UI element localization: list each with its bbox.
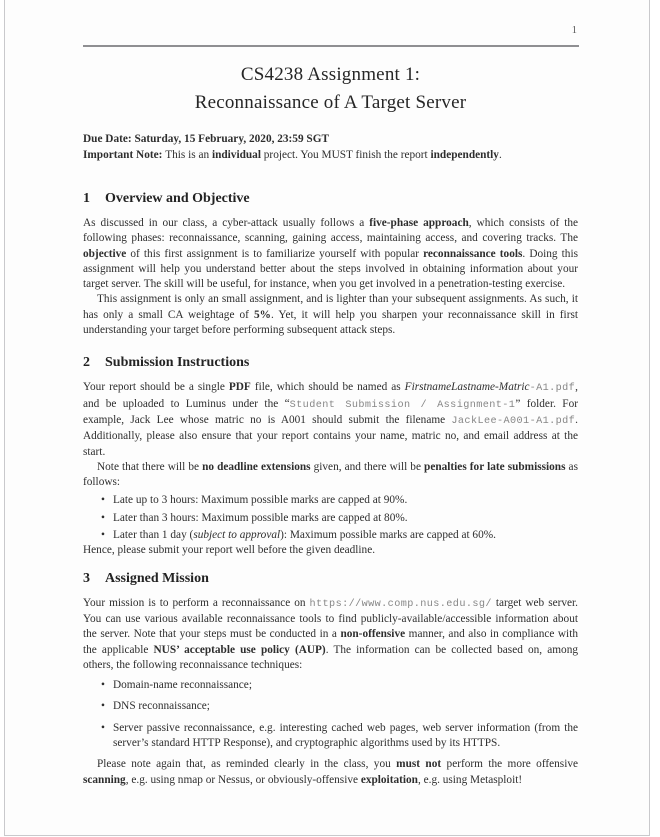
due-date-line: Due Date: Saturday, 15 February, 2020, 23:59 SGT (83, 133, 330, 145)
list-item: • Server passive reconnaissance, e.g. interesting cached web pages, web server information (from the server’s standard HTTP Response), and cryptographic algorithms used by its HTTPS. (83, 721, 578, 752)
section-2-paragraph-2: Note that there will be no deadline extensions given, and there will be penalties for late submissions as follows: (83, 460, 578, 489)
page-number: 1 (571, 25, 577, 36)
list-item: • Late up to 3 hours: Maximum possible marks are capped at 90%. (83, 493, 578, 508)
header-rule (83, 45, 579, 47)
section-2-heading (83, 354, 578, 371)
section-1-heading (83, 190, 578, 207)
section-2-title: Submission Instructions (105, 355, 250, 371)
section-1-paragraph-2: This assignment is only an small assignment, and is lighter than your subsequent assignments. As such, it has only a small CA weightage of 5%. Yet, it will help you sharpen your reconnaissance skill in first understanding your target before performing subsequent attack steps. (83, 293, 578, 337)
section-1-number: 1 (83, 191, 90, 206)
document-title-line1: CS4238 Assignment 1: (240, 64, 421, 85)
document-title (83, 61, 578, 117)
document-title-line2: Reconnaissance of A Target Server (194, 92, 467, 113)
important-note-line: Important Note: This is an individual project. You MUST finish the report independently. (83, 148, 502, 161)
list-item: • Later than 3 hours: Maximum possible marks are capped at 80%. (83, 511, 578, 526)
section-3-paragraph-2: Please note again that, as reminded clearly in the class, you must not perform the more offensive scanning, e.g. using nmap or Nessus, or obviously-offensive exploitation, e.g. using Metasploit! (83, 758, 579, 786)
page-content (5, 0, 649, 788)
section-1-paragraph-1: As discussed in our class, a cyber-attack usually follows a five-phase approach, which consists of the following phases: reconnaissance, scanning, gaining access, maintaining access, and covering tracks. The objective of this first assignment is to familiarize yourself with popular reconnaissance tools. Doing this assignment will help you understand better about the steps involved in obtaining information about your target server. The skill will be useful, for instance, when you get involved in a penetration-testing exercise. (83, 217, 579, 291)
document-page (4, 0, 650, 836)
recon-techniques-list (83, 678, 578, 751)
section-1-title: Overview and Objective (105, 191, 250, 206)
list-item: • Domain-name reconnaissance; (83, 678, 578, 693)
section-3-paragraph-1: Your mission is to perform a reconnaissance on https://www.comp.nus.edu.sg/ target web server. You can use various available reconnaissance tools to find publicly-available/accessible information about the server. Note that your steps must be conducted in a non-offensive manner, and also in compliance with the applicable NUS’ acceptable use policy (AUP). The information can be collected based on, among others, the following reconnaissance techniques: (83, 596, 579, 671)
section-3-number: 3 (83, 570, 90, 586)
section-3-heading (83, 570, 578, 587)
late-penalty-list (83, 493, 578, 543)
section-2-number: 2 (83, 355, 90, 371)
list-item: • DNS reconnaissance; (83, 699, 578, 714)
section-2-paragraph-1: Your report should be a single PDF file, which should be named as FirstnameLastname-Matric-A1.pdf, and be uploaded to Luminus under the “Student Submission / Assignment-1” folder. For example, Jack Lee whose matric no is A001 should submit the filename JackLee-A001-A1.pdf. Additionally, please also ensure that your report contains your name, matric no, and email address at the start. (83, 381, 579, 458)
header-notes (83, 132, 578, 163)
list-item: • Later than 1 day (subject to approval): Maximum possible marks are capped at 60%. (83, 528, 578, 543)
section-2-closing: Hence, please submit your report well before the given deadline. (83, 544, 376, 557)
section-3-title: Assigned Mission (105, 570, 209, 586)
